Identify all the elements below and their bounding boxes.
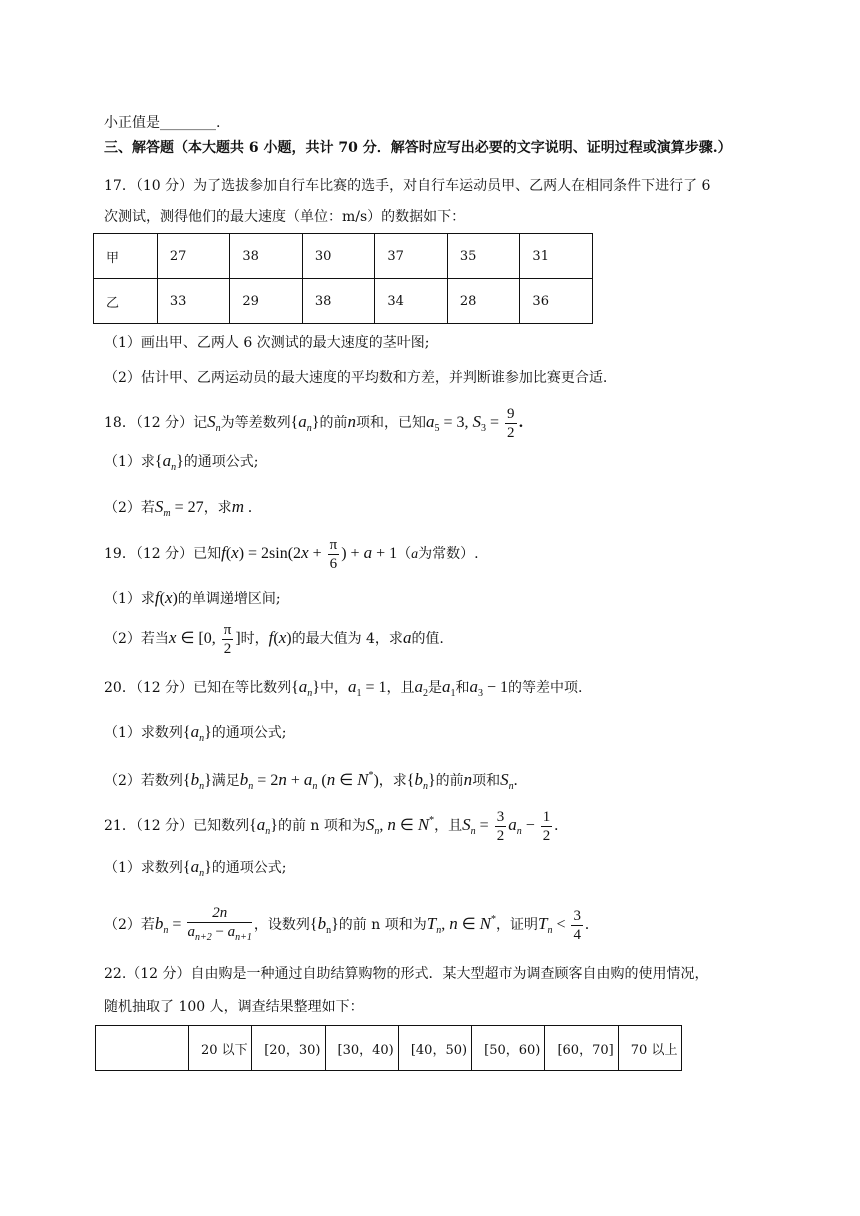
q17-line1: 17．（10 分）为了选拔参加自行车比赛的选手，对自行车运动员甲、乙两人在相同条件下进行了 6 [104, 178, 711, 194]
table-cell: 70 以上 [618, 1026, 681, 1071]
table-row [96, 1026, 682, 1071]
fraction-pi-over-6: $\frac{\pi}{6}$ [329, 536, 338, 572]
q21-stem: 21．（12 分）已知数列$\{a_n\}$的前 n 项和为$S_n$, n ∈ N*，且$S_n$ = $\frac{3}{2}$ $a_n$ − $\frac{1}{2}$ . [104, 808, 559, 844]
table-cell [96, 1026, 189, 1071]
q20-part2: （2）若数列$\{b_n\}$满足$b_n = 2n + a_n$ (n ∈ N*)，求$\{b_n\}$的前n项和$S_n$. [104, 770, 518, 792]
table-cell: 31 [520, 234, 593, 279]
fraction-3-over-2: $\frac{3}{2}$ [496, 808, 505, 844]
fraction-9-over-2: $\frac{9}{2}$ [507, 405, 515, 441]
table-cell: 38 [230, 234, 303, 279]
table-cell: [50，60) [472, 1026, 545, 1071]
q22-line2: 随机抽取了 100 人，调查结果整理如下： [104, 999, 364, 1015]
table-cell: 38 [302, 279, 375, 324]
q21-part1: （1）求数列$\{a_n\}$的通项公式; [104, 857, 287, 879]
fraction-pi-over-2: $\frac{\pi}{2}$ [223, 621, 232, 657]
fraction-3-over-4: $\frac{3}{4}$ [573, 907, 581, 943]
fraction-bn-definition: $\frac{2n}{a_{n+2} - a_{n+1}}$ [187, 904, 252, 943]
table-cell: 乙 [94, 279, 158, 324]
q18-stem: 18．（12 分）记$S_n$为等差数列$\{a_n\}$的前n项和，已知$a_5 = 3$, $S_3$ = $\frac{9}{2}$ . [104, 405, 524, 441]
q22-line1: 22.（12 分）自由购是一种通过自助结算购物的形式．某大型超市为调查顾客自由购的使用情况， [104, 966, 709, 982]
table-cell: 34 [375, 279, 448, 324]
table-cell: 29 [230, 279, 303, 324]
table-cell: [30，40) [325, 1026, 398, 1071]
q17-part1: （1）画出甲、乙两人 6 次测试的最大速度的茎叶图; [104, 335, 430, 351]
table-row [94, 234, 593, 279]
q19-part1: （1）求f(x)的单调递增区间; [104, 588, 281, 607]
q21-part2: （2）若$b_n$ = $\frac{2n}{a_{n+2} - a_{n+1}}$ ，设数列$\{b_n\}$的前 n 项和为$T_n$, n ∈ N*，证明$T_n$ < $\frac{3}{4}$ . [104, 896, 589, 955]
q17-part2: （2）估计甲、乙两运动员的最大速度的平均数和方差，并判断谁参加比赛更合适. [104, 370, 608, 386]
prev-question-tail: 小正值是________. [104, 115, 221, 131]
table-cell: 20 以下 [189, 1026, 252, 1071]
q19-part2: （2）若当x ∈ [0, $\frac{\pi}{2}$ ]时，f(x)的最大值为 4，求a的值. [104, 621, 444, 657]
table-cell: 33 [157, 279, 230, 324]
table-cell: [60，70] [545, 1026, 618, 1071]
q22-age-table [95, 1025, 682, 1071]
table-cell: 36 [520, 279, 593, 324]
q18-part1: （1）求$\{a_n\}$的通项公式; [104, 451, 259, 473]
table-cell: 28 [447, 279, 520, 324]
section-heading: 三、解答题（本大题共 6 小题，共计 70 分．解答时应写出必要的文字说明、证明过程或演算步骤.） [104, 140, 732, 156]
fraction-1-over-2: $\frac{1}{2}$ [542, 808, 551, 844]
q17-line2: 次测试，测得他们的最大速度（单位：m/s）的数据如下： [104, 209, 466, 225]
table-cell: [20，30) [252, 1026, 325, 1071]
table-cell: 27 [157, 234, 230, 279]
table-cell: 30 [302, 234, 375, 279]
q18-part2: （2）若$S_m = 27$，求m . [104, 497, 252, 519]
table-cell: 35 [447, 234, 520, 279]
table-cell: [40，50) [398, 1026, 471, 1071]
q17-speed-table [93, 233, 593, 324]
q20-stem: 20．（12 分）已知在等比数列$\{a_n\}$中，$a_1 = 1$，且$a_2$是$a_1$和$a_3 - 1$的等差中项. [104, 677, 583, 699]
table-cell: 37 [375, 234, 448, 279]
q19-stem: 19．（12 分）已知f(x) = 2sin(2x + $\frac{\pi}{6}$ ) + a + 1（a为常数）. [104, 536, 479, 572]
table-row [94, 279, 593, 324]
q20-part1: （1）求数列$\{a_n\}$的通项公式; [104, 722, 287, 744]
table-cell: 甲 [94, 234, 158, 279]
